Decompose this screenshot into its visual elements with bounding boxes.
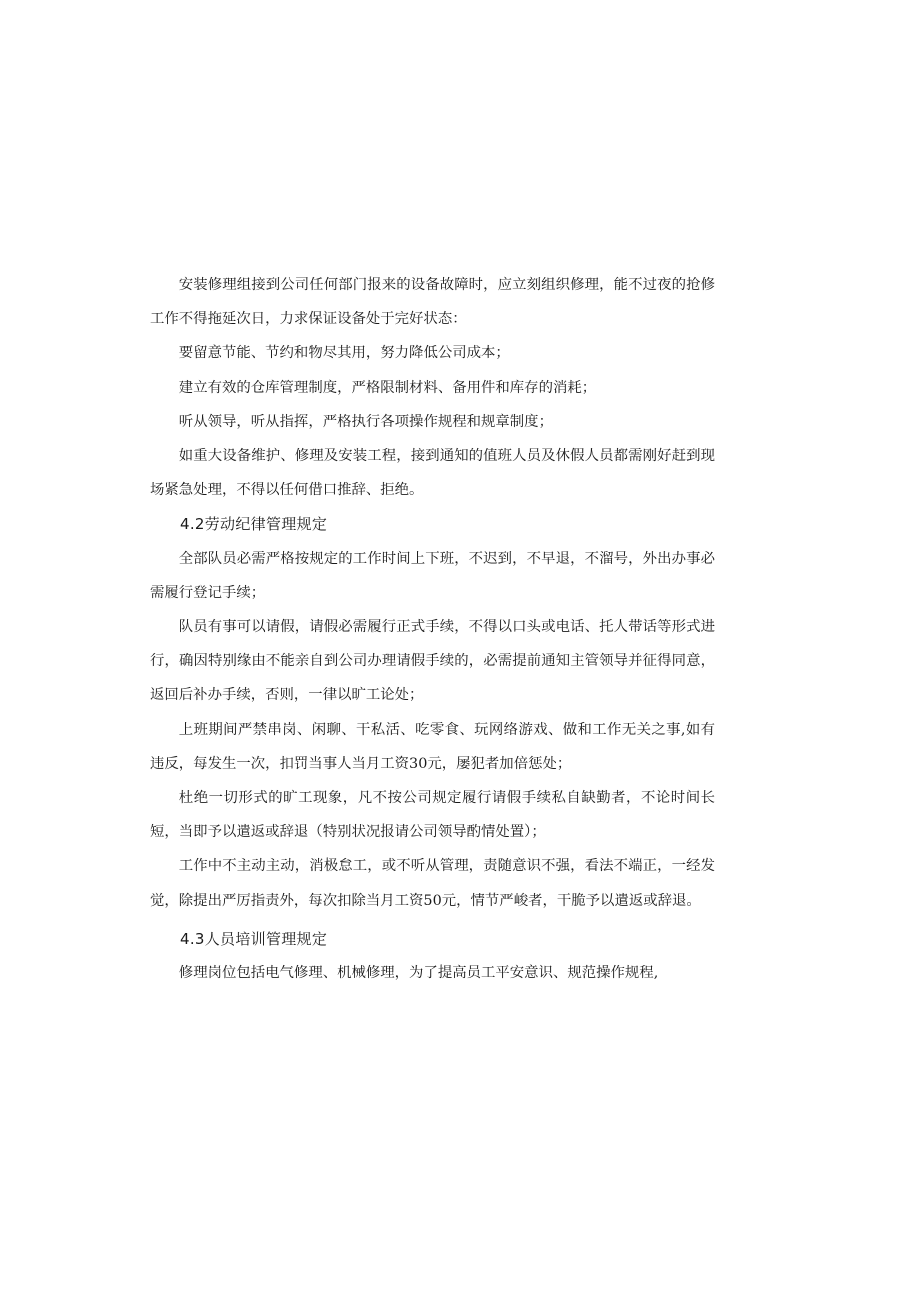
paragraph: 安装修理组接到公司任何部门报来的设备故障时，应立刻组织修理，能不过夜的抢修工作不得拖延次日，力求保证设备处于完好状态： xyxy=(150,277,715,328)
paragraph: 全部队员必需严格按规定的工作时间上下班，不迟到，不早退，不溜号，外出办事必需履行登记手续； xyxy=(150,550,715,601)
paragraph: 要留意节能、节约和物尽其用，努力降低公司成本； xyxy=(178,345,510,362)
paragraph: 建立有效的仓库管理制度，严格限制材料、备用件和库存的消耗； xyxy=(178,379,597,396)
document-page xyxy=(150,268,715,990)
paragraph: 修理岗位包括电气修理、机械修理，为了提高员工平安意识、规范操作规程, xyxy=(178,965,659,982)
paragraph: 上班期间严禁串岗、闲聊、干私活、吃零食、玩网络游戏、做和工作无关之事,如有违反，每发生一次，扣罚当事人当月工资30元，屡犯者加倍惩处； xyxy=(150,721,715,772)
paragraph: 如重大设备维护、修理及安装工程，接到通知的值班人员及休假人员都需刚好赶到现场紧急处理，不得以任何借口推辞、拒绝。 xyxy=(150,448,715,499)
section-heading-4-2: 4.2劳动纪律管理规定 xyxy=(180,515,328,534)
paragraph: 听从领导，听从指挥，严格执行各项操作规程和规章制度； xyxy=(178,413,553,430)
paragraph: 队员有事可以请假，请假必需履行正式手续，不得以口头或电话、托人带话等形式进行，确因特别缘由不能亲自到公司办理请假手续的，必需提前通知主管领导并征得同意，返回后补办手续，否则，一律以旷工论处； xyxy=(150,619,715,704)
section-heading-4-3: 4.3人员培训管理规定 xyxy=(180,929,328,948)
paragraph: 工作中不主动主动，消极怠工，或不听从管理，责随意识不强，看法不端正，一经发觉，除提出严厉指责外，每次扣除当月工资50元，情节严峻者，干脆予以遣返或辞退。 xyxy=(150,858,715,909)
paragraph: 杜绝一切形式的旷工现象，凡不按公司规定履行请假手续私自缺勤者，不论时间长短，当即予以遣返或辞退（特别状况报请公司领导酌情处置）； xyxy=(150,790,715,841)
